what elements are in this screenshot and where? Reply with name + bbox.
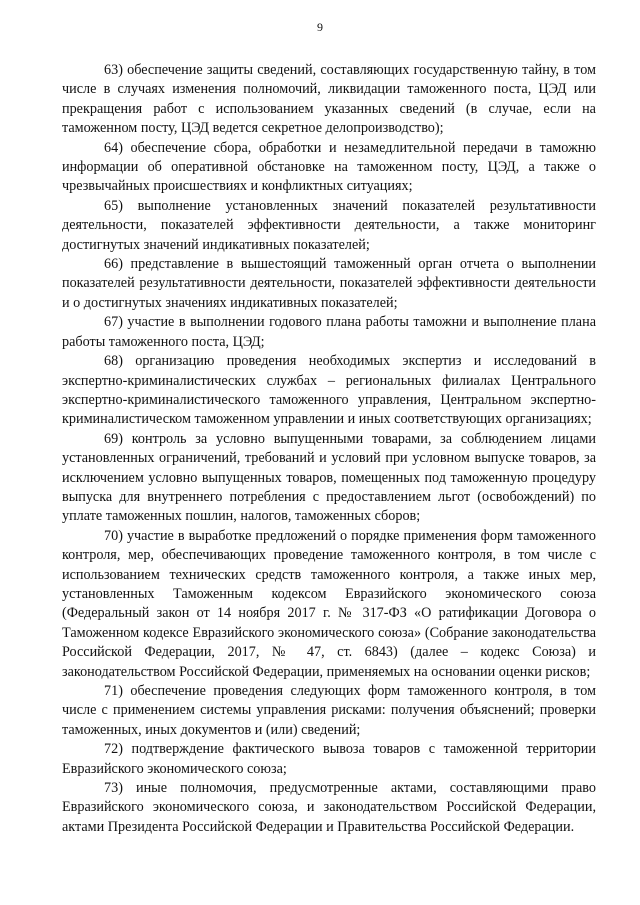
paragraph-72: 72) подтверждение фактического вывоза товаров с таможенной территории Евразийского экономического союза; bbox=[62, 741, 596, 777]
document-body bbox=[62, 61, 596, 837]
paragraph-71: 71) обеспечение проведения следующих форм таможенного контроля, в том числе с применением системы управления рисками: получения объяснений; проверки таможенных, иных документов и (или) сведений; bbox=[62, 683, 596, 738]
paragraph-63: 63) обеспечение защиты сведений, составляющих государственную тайну, в том числе в случаях изменения полномочий, ликвидации таможенного поста, ЦЭД или прекращения работ с использованием указанных сведений (в случае, если на таможенном посту, ЦЭД ведется секретное делопроизводство); bbox=[62, 62, 596, 137]
paragraph-65: 65) выполнение установленных значений показателей результативности деятельности, показателей эффективности деятельности, а также мониторинг достигнутых значений индикативных показателей; bbox=[62, 197, 596, 253]
paragraph-69: 69) контроль за условно выпущенными товарами, за соблюдением лицами установленных ограничений, требований и условий при условном выпуске товаров, за исключением условно выпущенных товаров, помещенных под таможенную процедуру выпуска для внутреннего потребления с предоставлением льгот (освобождений) по уплате таможенных пошлин, налогов, таможенных сборов; bbox=[62, 430, 596, 525]
paragraph-66: 66) представление в вышестоящий таможенный орган отчета о выполнении показателей результативности деятельности, показателей эффективности деятельности и о достигнутых значениях индикативных показателей; bbox=[62, 256, 596, 311]
paragraph-73: 73) иные полномочия, предусмотренные актами, составляющими право Евразийского экономического союза, и законодательством Российской Федерации, актами Президента Российской Федерации и Правительства Российской Федерации. bbox=[62, 780, 596, 835]
paragraph-64: 64) обеспечение сбора, обработки и незамедлительной передачи в таможню информации об оперативной обстановке на таможенном посту, ЦЭД, а также о чрезвычайных происшествиях и конфликтных ситуациях; bbox=[62, 139, 596, 195]
page-number: 9 bbox=[317, 20, 323, 34]
paragraph-67: 67) участие в выполнении годового плана работы таможни и выполнение плана работы таможенного поста, ЦЭД; bbox=[62, 314, 596, 350]
paragraph-68: 68) организацию проведения необходимых экспертиз и исследований в экспертно-криминалистических службах – региональных филиалах Центрального экспертно-криминалистического таможенного управления, Центральном экспертно-криминалистическом таможенном управлении и иных соответствующих организациях; bbox=[62, 353, 596, 428]
paragraph-70: 70) участие в выработке предложений о порядке применения форм таможенного контроля, мер, обеспечивающих проведение таможенного контроля, в том числе с использованием технических средств таможенного контроля, а также иных мер, установленных Таможенным кодексом Евразийского экономического союза (Федеральный закон от 14 ноября 2017 г. № 317-ФЗ «О ратификации Договора о Таможенном кодексе Евразийского экономического союза» (Собрание законодательства Российской Федерации, 2017, № 47, ст. 6843) (далее – кодекс Союза) и законодательством Российской Федерации, применяемых на основании оценки рисков; bbox=[62, 527, 596, 680]
